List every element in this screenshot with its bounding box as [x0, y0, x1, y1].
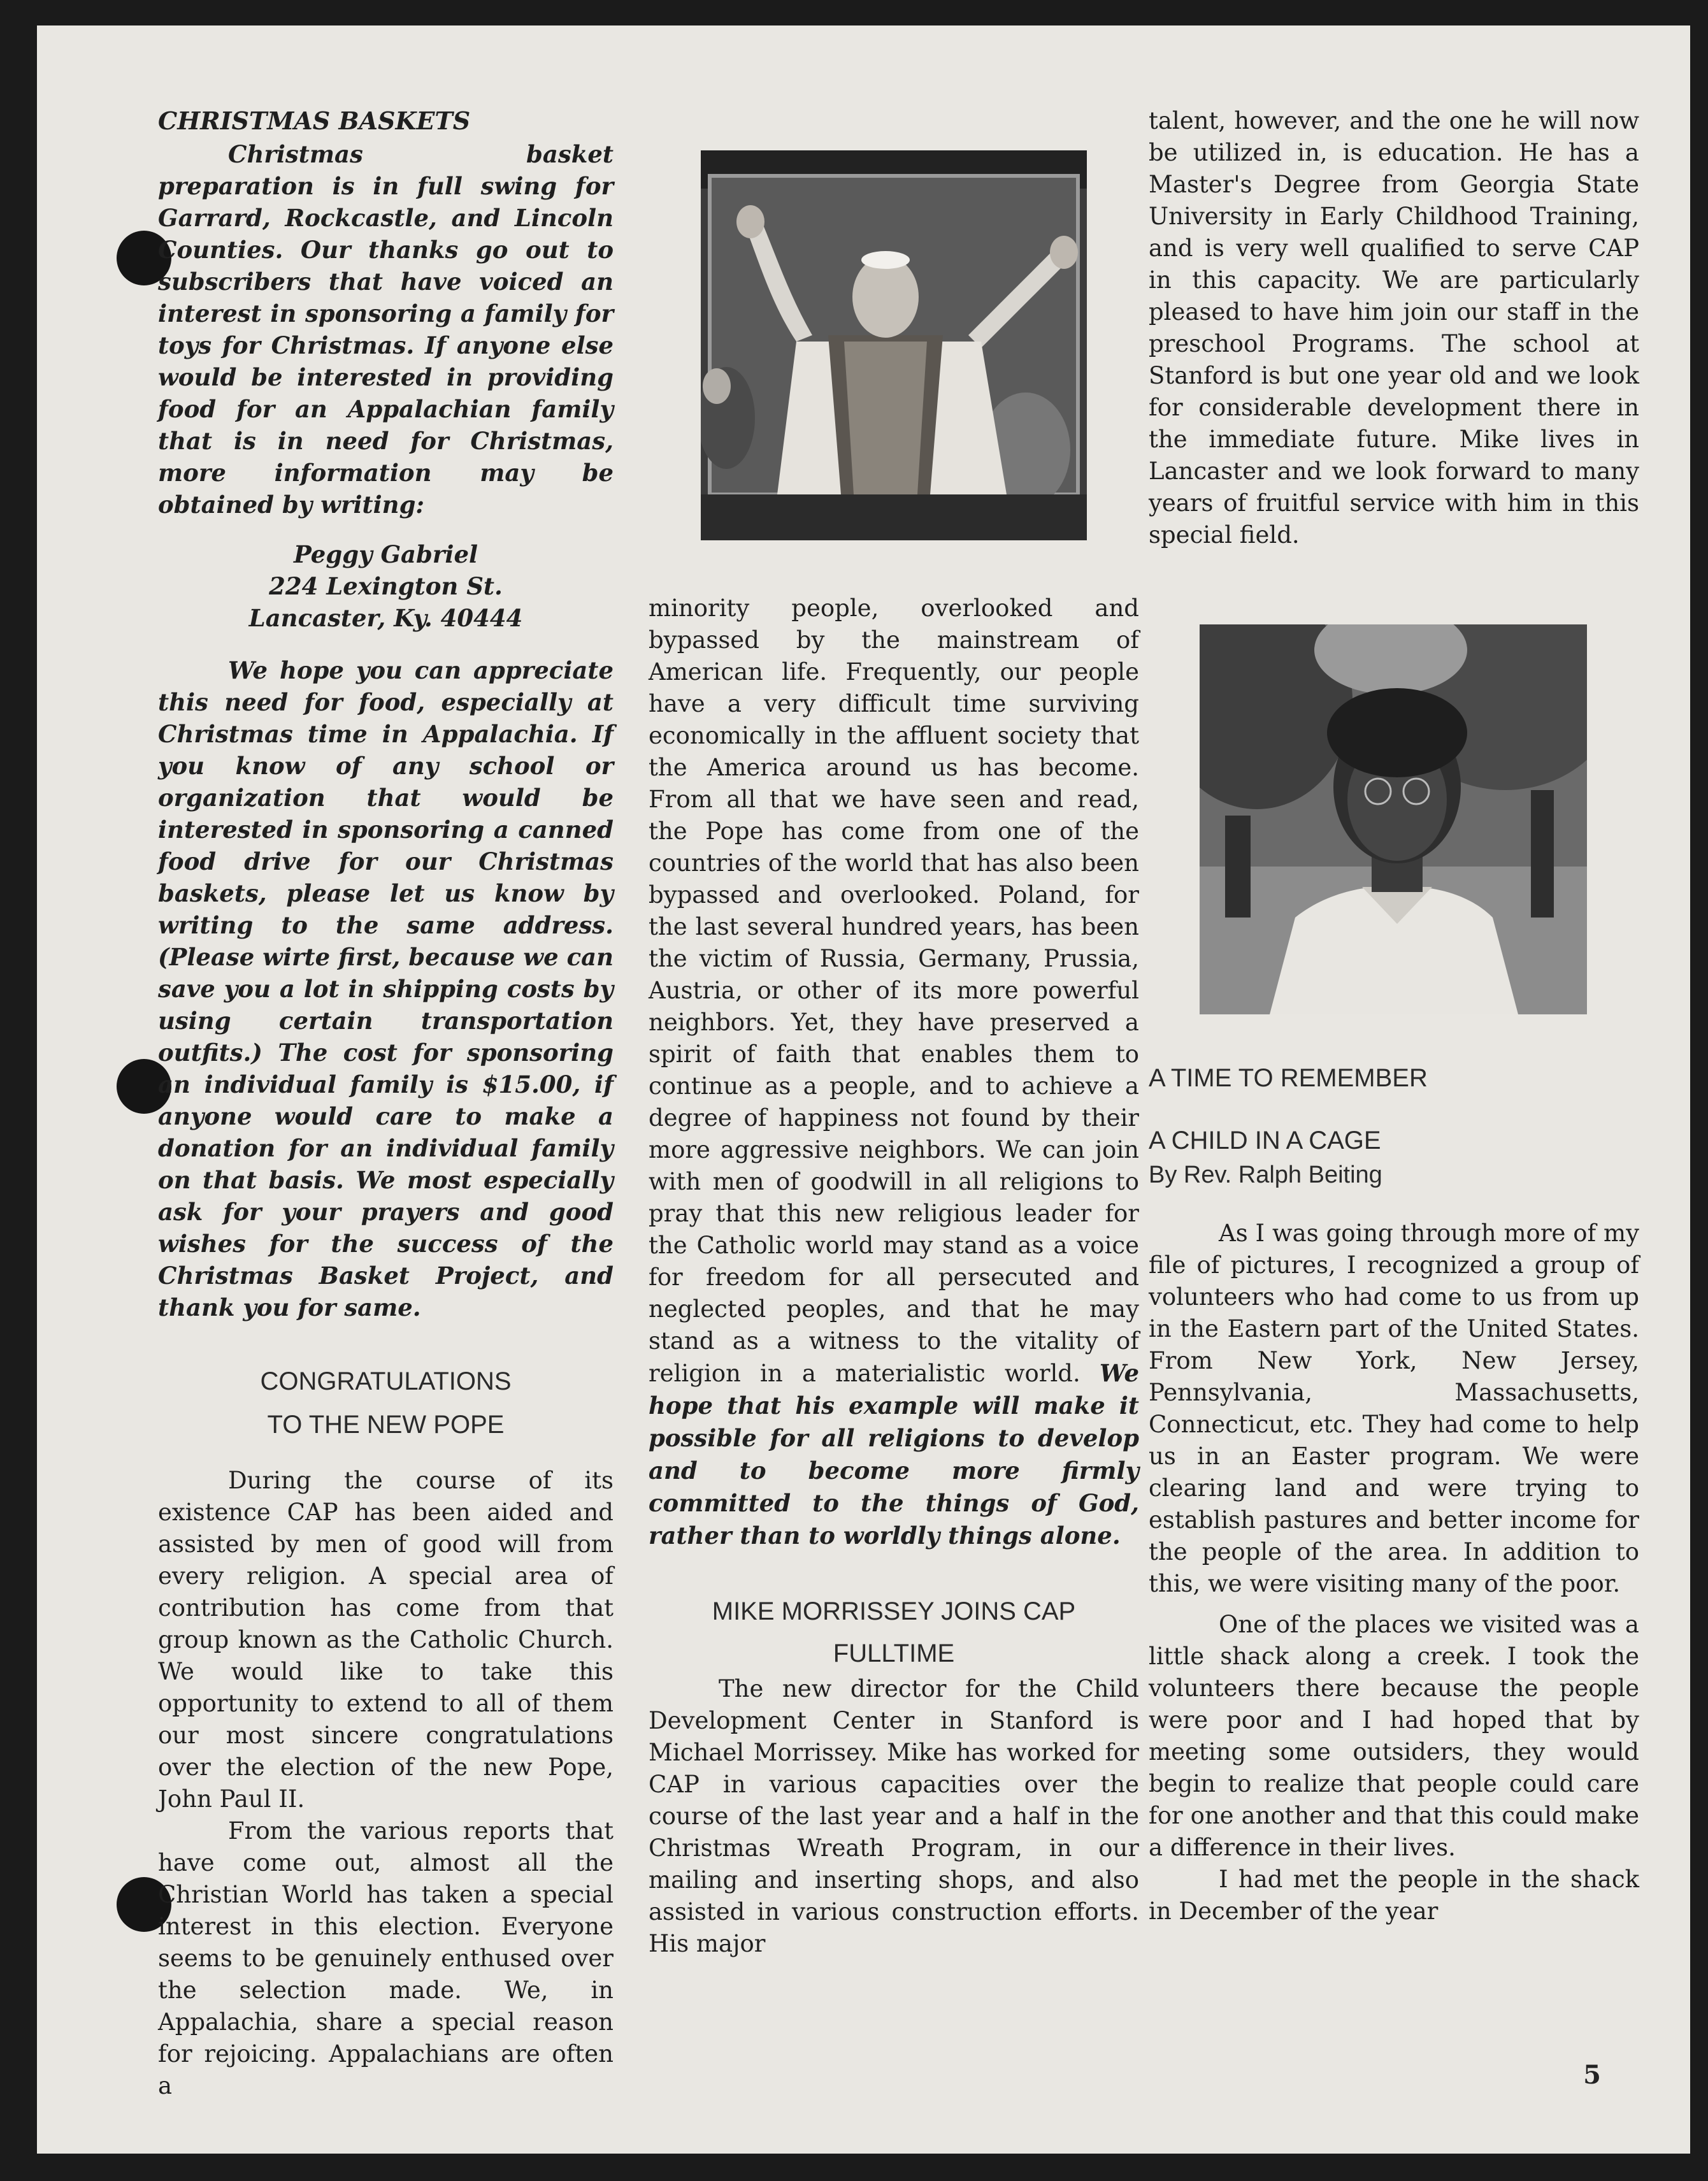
page-number: 5	[1583, 2060, 1601, 2090]
pope-photo	[701, 150, 1087, 540]
cage-paragraph-2: One of the places we visited was a little shack along a creek. I took the volunteers there because the people were poor and I had hoped that by meeting some outsiders, they would begin to realize that people could care for one another and that this could make a difference in their lives.	[1149, 1611, 1639, 1861]
congrats-paragraph: During the course of its existence CAP has been aided and assisted by men of good will from every religion. A special area of contribution has come from that group known as the Catholic Church. We would like to take this opportunity to extend to all of them our most sincere congratulations over the election of the new Pope, John Paul II.	[158, 1467, 614, 1813]
mike-heading: MIKE MORRISSEY JOINS CAP	[712, 1597, 1076, 1625]
column-right-lower	[1149, 1061, 1639, 1927]
column-middle	[649, 593, 1139, 1960]
cage-paragraph-3: I had met the people in the shack in December of the year	[1149, 1866, 1639, 1925]
pope-paragraph-italic: We hope that his example will make it possible for all religions to develop and to become more firmly committed to the things of God, rather than to worldly things alone.	[649, 1359, 1139, 1550]
congrats-paragraph-2: From the various reports that have come out, almost all the Christian World has taken a special interest in this election. Everyone seems to be genuinely enthused over the selection made. We, in Appalachia, share a special reason for rejoicing. Appalachians are often a	[158, 1817, 614, 2099]
christmas-baskets-heading: CHRISTMAS BASKETS	[158, 106, 471, 135]
child-in-cage-heading: A CHILD IN A CAGE	[1149, 1126, 1381, 1155]
byline: By Rev. Ralph Beiting	[1149, 1162, 1382, 1188]
time-to-remember-heading: A TIME TO REMEMBER	[1149, 1064, 1428, 1092]
address-block	[158, 538, 614, 634]
mike-photo	[1200, 624, 1587, 1014]
appeal-paragraph: We hope you can appreciate this need for food, especially at Christmas time in Appalachia. If you know of any school or organization that would be interested in sponsoring a canned food drive for our Christmas baskets, please let us know by writing to the same address. (Please wirte first, because we can save you a lot in shipping costs by using certain transportation outfits.) The cost for sponsoring an individual family is $15.00, if anyone would care to make a donation for an individual family on that basis. We most especially ask for your prayers and good wishes for the success of the Christmas Basket Project, and thank you for same.	[158, 656, 614, 1321]
address-name: Peggy Gabriel	[293, 540, 478, 568]
address-city: Lancaster, Ky. 40444	[248, 604, 523, 632]
pope-paragraph	[649, 593, 1139, 1552]
christmas-baskets-paragraph: Christmas basket preparation is in full swing for Garrard, Rockcastle, and Lincoln Counties. Our thanks go out to subscribers that have voiced an interest in sponsoring a family for toys for Christmas. If anyone else would be interested in providing food for an Appalachian family that is in need for Christmas, more information may be obtained by writing:	[158, 140, 614, 519]
column-right	[1149, 105, 1639, 551]
newsletter-page	[37, 25, 1690, 2154]
new-pope-heading: TO THE NEW POPE	[267, 1411, 505, 1439]
fulltime-heading: FULLTIME	[833, 1639, 955, 1667]
mike-paragraph: The new director for the Child Development Center in Stanford is Michael Morrissey. Mike has worked for CAP in various capacities over the course of the last year and a half in the Christmas Wreath Program, in our mailing and inserting shops, and also assisted in various construction efforts. His major	[649, 1675, 1139, 1957]
congratulations-heading: CONGRATULATIONS	[260, 1367, 512, 1395]
mike-continued-paragraph: talent, however, and the one he will now be utilized in, is education. He has a Master's Degree from Georgia State University in Early Childhood Training, and is very well qualified to serve CAP in this capacity. We are particularly pleased to have him join our staff in the preschool Programs. The school at Stanford is but one year old and we look for considerable development there in the immediate future. Mike lives in Lancaster and we look forward to many years of fruitful service with him in this special field.	[1149, 107, 1639, 549]
pope-paragraph-text: minority people, overlooked and bypassed by the mainstream of American life. Frequently, our people have a very difficult time surviving economically in the affluent society that the America around us has become. From all that we have seen and read, the Pope has come from one of the countries of the world that has also been bypassed and overlooked. Poland, for the last several hundred years, has been the victim of Russia, Germany, Prussia, Austria, or other of its more powerful neighbors. Yet, they have preserved a spirit of faith that enables them to continue as a people, and to achieve a degree of happiness not found by their more aggressive neighbors. We can join with men of goodwill in all religions to pray that this new religious leader for the Catholic world may stand as a voice for freedom for all persecuted and neglected peoples, and that he may stand as a witness to the vitality of religion in a materialistic world.	[649, 594, 1139, 1387]
column-left	[158, 105, 614, 2102]
cage-paragraph-1: As I was going through more of my file of pictures, I recognized a group of volunteers who had come to us from up in the Eastern part of the United States. From New York, New Jersey, Pennsylvania, Massachusetts, Connecticut, etc. They had come to help us in an Easter program. We were clearing land and were trying to establish pastures and better income for the people of the area. In addition to this, we were visiting many of the poor.	[1149, 1220, 1639, 1597]
address-street: 224 Lexington St.	[269, 572, 503, 600]
